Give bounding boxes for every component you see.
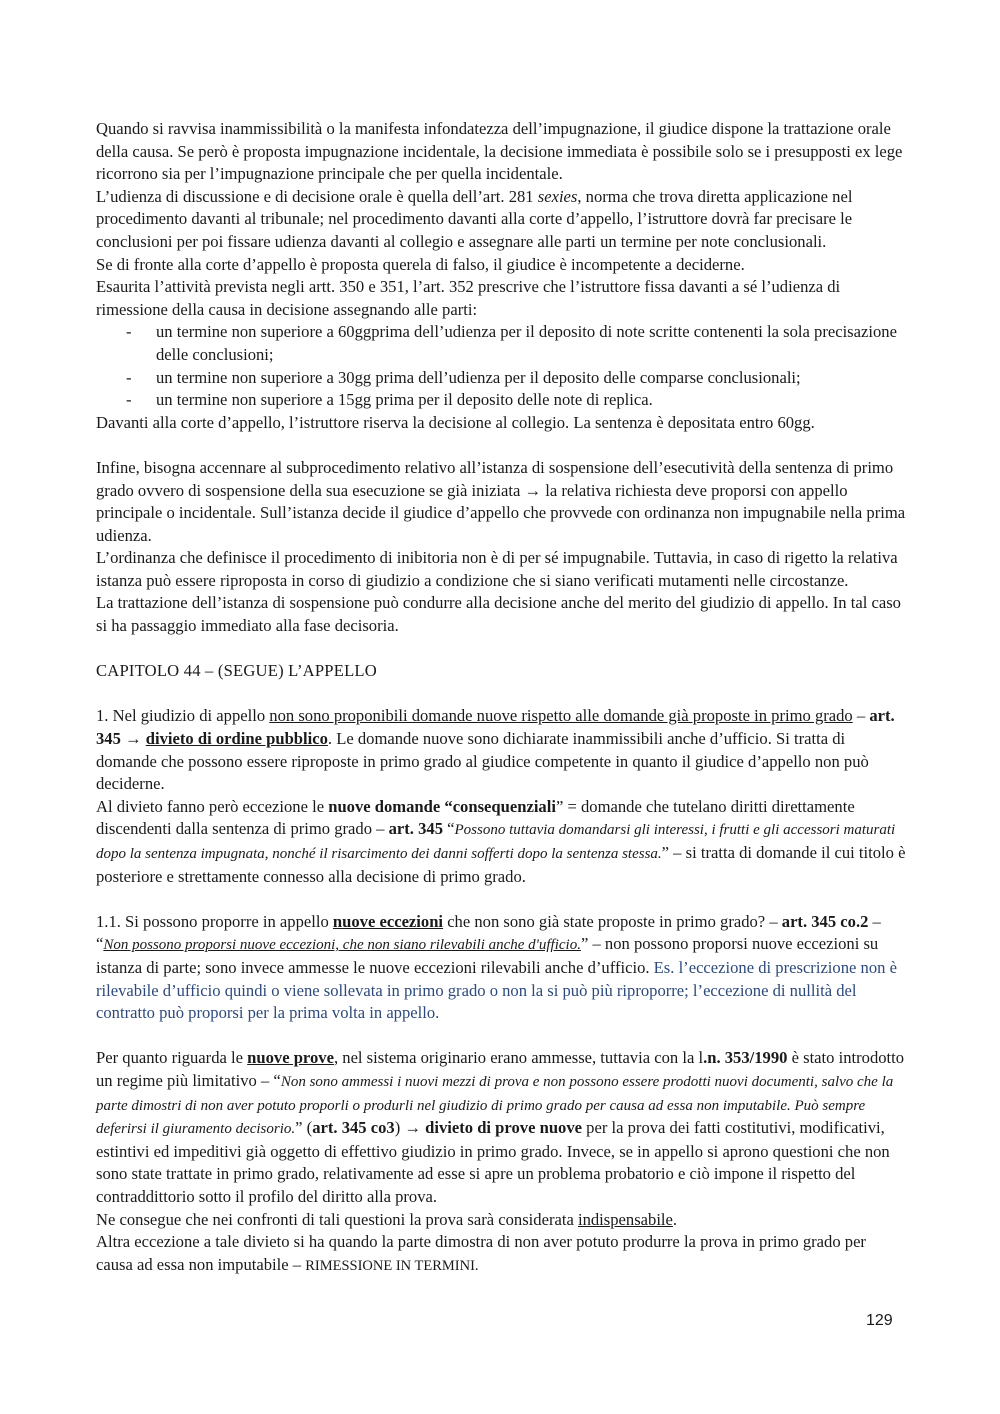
arrow-icon: →: [125, 729, 142, 749]
paragraph-rimessione-termini: Altra eccezione a tale divieto si ha quando la parte dimostra di non aver potuto produrre la prova in primo grado per causa ad essa non imputabile – RIMESSIONE IN TERMINI.: [96, 1232, 866, 1274]
document-page: [96, 118, 906, 1277]
paragraph-querela-falso: Se di fronte alla corte d’appello è proposta querela di falso, il giudice è incompetente a deciderne.: [96, 254, 745, 274]
chapter-heading: CAPITOLO 44 – (SEGUE) L’APPELLO: [96, 661, 377, 681]
paragraph-domande-consequenziali: Al divieto fanno però eccezione le nuove domande “consequenziali” = domande che tutelano diritti direttamente discendenti dalla sentenza di primo grado – art. 345 “Possono tuttavia domandarsi gli interessi, i frutti e gli accessori maturati dopo la sentenza impugnata, nonché il risarcimento dei danni sofferti dopo la sentenza stessa.” – si tratta di domande il cui titolo è posteriore e strettamente connesso alla decisione di primo grado.: [96, 796, 906, 886]
spacer: [96, 638, 906, 661]
paragraph-art-352: Esaurita l’attività prevista negli artt. 350 e 351, l’art. 352 prescrive che l’istruttore fissa davanti a sé l’udienza di rimessione della causa in decisione assegnando alle parti:: [96, 277, 841, 319]
list-item: - un termine non superiore a 15gg prima per il deposito delle note di replica.: [96, 389, 906, 412]
spacer: [96, 683, 906, 706]
arrow-icon: →: [524, 480, 542, 500]
spacer: [96, 434, 906, 457]
spacer: [96, 1025, 906, 1048]
paragraph-riserva-decisione: Davanti alla corte d’appello, l’istruttore riserva la decisione al collegio. La sentenza è depositata entro 60gg.: [96, 412, 815, 432]
paragraph-trattazione-istanza: La trattazione dell’istanza di sospensione può condurre alla decisione anche del merito del giudizio di appello. In tal caso si ha passaggio immediato alla fase decisoria.: [96, 593, 901, 636]
arrow-icon: →: [404, 1118, 421, 1138]
example-text: Es. l’eccezione di prescrizione non è rilevabile d’ufficio quindi o viene sollevata in primo grado o non la si può più riproporre; l’eccezione di nullità del contratto può proporsi per la prima volta in appello.: [96, 957, 897, 1023]
page-number: 129: [866, 1312, 893, 1329]
paragraph-sospensione: Infine, bisogna accennare al subprocedimento relativo all’istanza di sospensione dell’esecutività della sentenza di primo grado ovvero di sospensione della sua esecuzione se già iniziata → la relativa richiesta deve proporsi con appello principale o incidentale. Sull’istanza decide il giudice d’appello che provvede con ordinanza non impugnabile nella prima udienza.: [96, 457, 906, 545]
paragraph-trattazione-orale: Quando si ravvisa inammissibilità o la manifesta infondatezza dell’impugnazione, il giudice dispone la trattazione orale della causa. Se però è proposta impugnazione incidentale, la decisione immediata è possibile solo se i presupposti ex lege ricorrono sia per l’impugnazione principale che per quella incidentale.: [96, 119, 903, 184]
list-termini: [96, 321, 906, 411]
paragraph-indispensabile: Ne consegue che nei confronti di tali questioni la prova sarà considerata indispensabile.: [96, 1209, 678, 1229]
list-item: - un termine non superiore a 30gg prima dell’udienza per il deposito delle comparse conclusionali;: [96, 367, 906, 390]
paragraph-ordinanza-inibitoria: L’ordinanza che definisce il procedimento di inibitoria non è di per sé impugnabile. Tuttavia, in caso di rigetto la relativa istanza può essere riproposta in corso di giudizio a condizione che si siano verificati mutamenti nelle circostanze.: [96, 548, 898, 590]
paragraph-domande-nuove: 1. Nel giudizio di appello non sono proponibili domande nuove rispetto alle domande già proposte in primo grado – art. 345 → divieto di ordine pubblico. Le domande nuove sono dichiarate inammissibili anche d’ufficio. Si tratta di domande che possono essere riproposte in primo grado al giudice competente in quanto il giudice d’appello non può deciderne.: [96, 706, 895, 794]
paragraph-nuove-prove: Per quanto riguarda le nuove prove, nel sistema originario erano ammesse, tuttavia con la l.n. 353/1990 è stato introdotto un regime più limitativo – “Non sono ammessi i nuovi mezzi di prova e non possono essere prodotti nuovi documenti, salvo che la parte dimostri di non aver potuto proporli o produrli nel giudizio di primo grado per causa ad essa non imputabile. Può sempre deferirsi il giuramento decisorio.” (art. 345 co3) → divieto di prove nuove per la prova dei fatti costitutivi, modificativi, estintivi ed impeditivi già oggetto di effettivo giudizio in primo grado. Invece, se in appello si aprono questioni che non sono state trattate in primo grado, relativamente ad esse si apre un problema probatorio e ciò impone il rispetto del contraddittorio sotto il profilo del diritto alla prova.: [96, 1048, 905, 1206]
paragraph-nuove-eccezioni: 1.1. Si possono proporre in appello nuove eccezioni che non sono già state proposte in primo grado? – art. 345 co.2 – “Non possono proporsi nuove eccezioni, che non siano rilevabili anche d'ufficio.” – non possono proporsi nuove eccezioni su istanza di parte; sono invece ammesse le nuove eccezioni rilevabili anche d’ufficio. Es. l’eccezione di prescrizione non è rilevabile d’ufficio quindi o viene sollevata in primo grado o non la si può più riproporre; l’eccezione di nullità del contratto può proporsi per la prima volta in appello.: [96, 911, 897, 1023]
paragraph-udienza-discussione: L’udienza di discussione e di decisione orale è quella dell’art. 281 sexies, norma che trova diretta applicazione nel procedimento davanti al tribunale; nel procedimento davanti alla corte d’appello, l’istruttore dovrà far precisare le conclusioni per poi fissare udienza davanti al collegio e assegnare alle parti un termine per note conclusionali.: [96, 186, 853, 251]
list-item: - un termine non superiore a 60ggprima dell’udienza per il deposito di note scritte contenenti la sola precisazione delle conclusioni;: [96, 321, 906, 366]
spacer: [96, 888, 906, 911]
